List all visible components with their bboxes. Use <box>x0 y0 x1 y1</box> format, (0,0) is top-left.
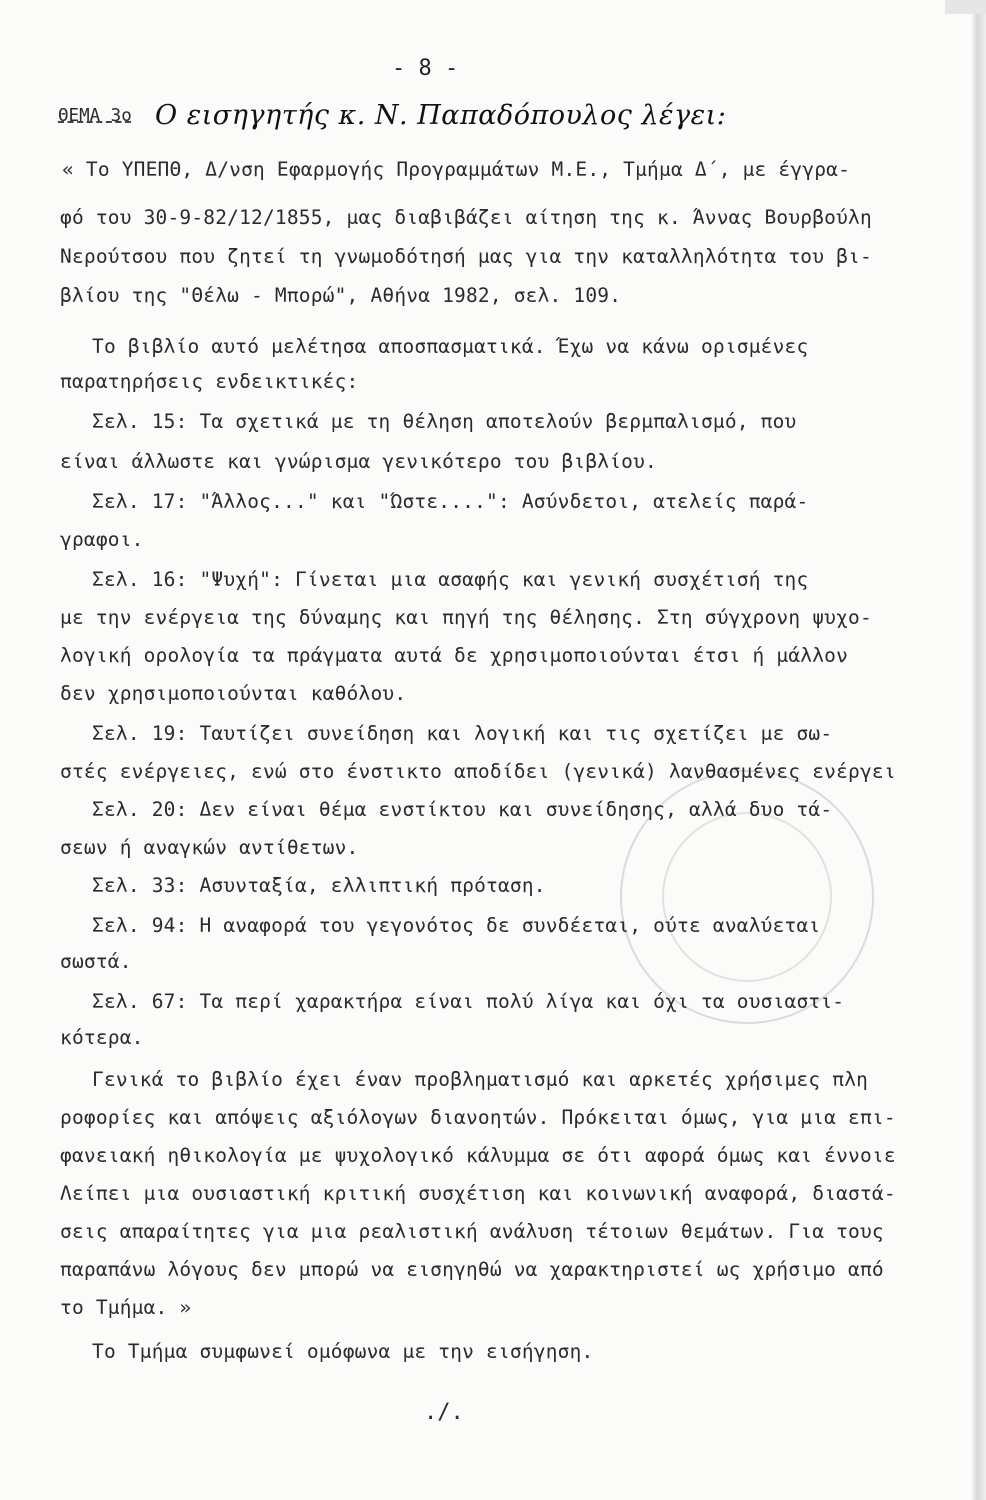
theme-label: ΘΕΜΑ 3ο <box>58 106 132 126</box>
body-line: δεν χρησιμοποιούνται καθόλου. <box>60 682 407 705</box>
body-line: φανειακή ηθικολογία με ψυχολογικό κάλυμμα σε ότι αφορά όμως και έννοιε <box>60 1144 896 1167</box>
body-line: Σελ. 19: Ταυτίζει συνείδηση και λογική και τις σχετίζει με σω- <box>92 722 833 745</box>
body-line: το Τμήμα. » <box>60 1296 192 1319</box>
body-line: Σελ. 17: "Άλλος..." και "Ώστε....": Ασύνδετοι, ατελείς παρά- <box>92 490 809 513</box>
body-line: σωστά. <box>60 950 132 973</box>
body-line: Λείπει μια ουσιαστική κριτική συσχέτιση και κοινωνική αναφορά, διαστά- <box>60 1182 896 1205</box>
body-line: Σελ. 94: Η αναφορά του γεγονότος δε συνδέεται, ούτε αναλύεται <box>92 914 821 937</box>
body-line: Σελ. 15: Τα σχετικά με τη θέληση αποτελούν βερμπαλισμό, που <box>92 410 797 433</box>
body-line: Το Τμήμα συμφωνεί ομόφωνα με την εισήγηση. <box>92 1340 594 1363</box>
body-line: Σελ. 67: Τα περί χαρακτήρα είναι πολύ λίγα και όχι τα ουσιαστι- <box>92 990 845 1013</box>
body-line: παρατηρήσεις ενδεικτικές: <box>60 370 359 393</box>
body-line: γραφοι. <box>60 528 144 551</box>
body-line: Σελ. 33: Ασυνταξία, ελλιπτική πρόταση. <box>92 874 546 897</box>
body-line: Νερούτσου που ζητεί τη γνωμοδότησή μας για την καταλληλότητα του βι- <box>60 245 872 268</box>
body-line: φό του 30-9-82/12/1855, μας διαβιβάζει αίτηση της κ. Άννας Βουρβούλη <box>60 206 872 229</box>
body-line: Σελ. 20: Δεν είναι θέμα ενστίκτου και συνείδησης, αλλά δυο τά- <box>92 798 833 821</box>
body-line: Σελ. 16: "Ψυχή": Γίνεται μια ασαφής και γενική συσχέτισή της <box>92 568 809 591</box>
faded-stamp-inner-ring <box>662 812 832 982</box>
page-edge-shadow <box>972 0 986 1500</box>
body-line: σεων ή αναγκών αντίθετων. <box>60 836 359 859</box>
end-mark: ./. <box>424 1400 464 1425</box>
body-line: κότερα. <box>60 1026 144 1049</box>
body-line: « Το ΥΠΕΠΘ, Δ/νση Εφαρμογής Προγραμμάτων Μ.Ε., Τμήμα Δ΄, με έγγρα- <box>62 158 851 181</box>
page-number: - 8 - <box>392 56 459 81</box>
body-line: είναι άλλωστε και γνώρισμα γενικότερο του βιβλίου. <box>60 450 657 473</box>
page-corner <box>945 0 986 14</box>
body-line: ροφορίες και απόψεις αξιόλογων διανοητών. Πρόκειται όμως, για μια επι- <box>60 1106 896 1129</box>
body-line: Το βιβλίο αυτό μελέτησα αποσπασματικά. Έχω να κάνω ορισμένες <box>92 335 809 358</box>
body-line: με την ενέργεια της δύναμης και πηγή της θέλησης. Στη σύγχρονη ψυχο- <box>60 606 872 629</box>
body-line: λογική ορολογία τα πράγματα αυτά δε χρησιμοποιούνται έτσι ή μάλλον <box>60 644 849 667</box>
body-line: βλίου της "Θέλω - Μπορώ", Αθήνα 1982, σελ. 109. <box>60 284 622 307</box>
body-line: στές ενέργειες, ενώ στο ένστικτο αποδίδει (γενικά) λανθασμένες ενέργει <box>60 760 896 783</box>
handwritten-title: Ο εισηγητής κ. Ν. Παπαδόπουλος λέγει: <box>155 100 727 131</box>
body-line: σεις απαραίτητες για μια ρεαλιστική ανάλυση τέτοιων θεμάτων. Για τους <box>60 1220 884 1243</box>
body-line: Γενικά το βιβλίο έχει έναν προβληματισμό και αρκετές χρήσιμες πλη <box>92 1068 869 1091</box>
body-line: παραπάνω λόγους δεν μπορώ να εισηγηθώ να χαρακτηριστεί ως χρήσιμο από <box>60 1258 884 1281</box>
